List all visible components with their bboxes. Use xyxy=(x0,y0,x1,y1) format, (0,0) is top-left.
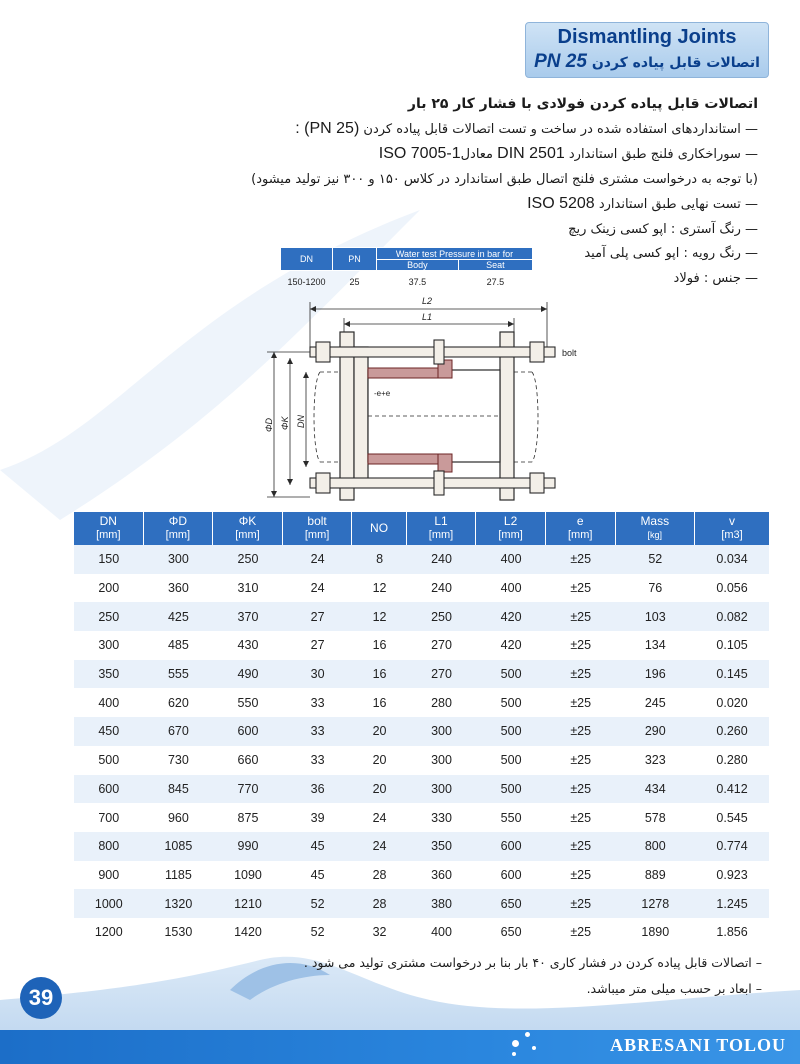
table-row xyxy=(74,918,769,947)
table-cell: 36 xyxy=(283,775,353,804)
table-cell: 1.245 xyxy=(695,889,769,918)
table-cell: 28 xyxy=(352,861,406,890)
table-cell: 400 xyxy=(74,688,144,717)
dismantling-joint-drawing xyxy=(262,292,592,504)
table-cell: 76 xyxy=(616,574,696,603)
table-cell: 1200 xyxy=(74,918,144,947)
table-cell: 45 xyxy=(283,861,353,890)
table-cell: 1210 xyxy=(213,889,283,918)
header-phi-d: ΦD [mm] xyxy=(144,512,214,545)
drawing-label-d: ΦD xyxy=(264,417,274,432)
table-cell: 270 xyxy=(407,631,477,660)
table-cell: 650 xyxy=(476,889,546,918)
table-cell: 45 xyxy=(283,832,353,861)
table-row xyxy=(74,803,769,832)
table-cell: 370 xyxy=(213,602,283,631)
spec-cell-pn: 25 xyxy=(349,276,360,287)
table-cell: 300 xyxy=(407,717,477,746)
spec-header-water: Water test Pressure in bar for xyxy=(377,248,533,260)
table-cell: 300 xyxy=(407,775,477,804)
table-cell: 24 xyxy=(283,574,353,603)
table-cell: 280 xyxy=(407,688,477,717)
header-l2: L2 [mm] xyxy=(476,512,546,545)
table-cell: 889 xyxy=(616,861,696,890)
table-cell: 250 xyxy=(74,602,144,631)
table-cell: 16 xyxy=(352,688,406,717)
table-cell: 39 xyxy=(283,803,353,832)
table-cell: 16 xyxy=(352,631,406,660)
description-line: — جنس : فولاد xyxy=(673,270,758,286)
drawing-label-l1: L1 xyxy=(422,312,433,322)
table-cell: ±25 xyxy=(546,660,616,689)
table-cell: 485 xyxy=(144,631,214,660)
table-cell: 12 xyxy=(352,574,406,603)
table-cell: ±25 xyxy=(546,803,616,832)
table-cell: ±25 xyxy=(546,918,616,947)
table-cell: 150 xyxy=(74,545,144,574)
table-cell: 250 xyxy=(407,602,477,631)
table-cell: 245 xyxy=(616,688,696,717)
table-cell: 490 xyxy=(213,660,283,689)
table-cell: 0.280 xyxy=(695,746,769,775)
table-cell: 500 xyxy=(74,746,144,775)
table-cell: 425 xyxy=(144,602,214,631)
table-cell: 845 xyxy=(144,775,214,804)
table-cell: 420 xyxy=(476,602,546,631)
table-cell: 1090 xyxy=(213,861,283,890)
table-cell: 300 xyxy=(407,746,477,775)
note-item: – ابعاد بر حسب میلی متر میباشد. xyxy=(586,981,762,996)
title-persian-text: اتصالات قابل پیاده کردن xyxy=(591,55,760,71)
spec-cell-body: 37.5 xyxy=(408,276,427,287)
table-cell: 0.923 xyxy=(695,861,769,890)
description-heading: اتصالات قابل پیاده کردن فولادی با فشار کار ۲۵ بار xyxy=(407,96,758,112)
header-no: NO xyxy=(352,512,406,545)
table-cell: 450 xyxy=(74,717,144,746)
table-cell: 1278 xyxy=(616,889,696,918)
table-cell: 0.774 xyxy=(695,832,769,861)
table-cell: 0.020 xyxy=(695,688,769,717)
table-cell: 240 xyxy=(407,574,477,603)
description-line: — رنگ رویه : اپو کسی پلی آمید xyxy=(584,246,758,261)
table-cell: 875 xyxy=(213,803,283,832)
table-row xyxy=(74,717,769,746)
table-cell: 20 xyxy=(352,775,406,804)
table-cell: 578 xyxy=(616,803,696,832)
notes-block xyxy=(202,950,762,1002)
table-cell: 1085 xyxy=(144,832,214,861)
title-box xyxy=(525,22,769,78)
table-cell: 500 xyxy=(476,688,546,717)
header-l1: L1 [mm] xyxy=(407,512,477,545)
table-cell: 360 xyxy=(144,574,214,603)
table-row xyxy=(74,602,769,631)
table-cell: 600 xyxy=(74,775,144,804)
table-cell: 310 xyxy=(213,574,283,603)
table-cell: 1890 xyxy=(616,918,696,947)
description-line: — سوراخکاری فلنج طبق استاندارد DIN 2501 معادلISO 7005-1 xyxy=(378,145,758,162)
title-persian xyxy=(526,49,768,73)
table-cell: 660 xyxy=(213,746,283,775)
table-cell: 0.105 xyxy=(695,631,769,660)
table-cell: 670 xyxy=(144,717,214,746)
header-e: e [mm] xyxy=(546,512,616,545)
table-cell: ±25 xyxy=(546,717,616,746)
table-cell: 430 xyxy=(213,631,283,660)
table-cell: 8 xyxy=(352,545,406,574)
table-cell: 300 xyxy=(144,545,214,574)
note-item: – اتصالات قابل پیاده کردن در فشار کاری ۴۰ بار بنا بر درخواست مشتری تولید می شود . xyxy=(303,955,762,970)
table-cell: 420 xyxy=(476,631,546,660)
table-cell: 620 xyxy=(144,688,214,717)
title-pn: PN 25 xyxy=(534,51,587,72)
header-bolt: bolt [mm] xyxy=(283,512,353,545)
table-cell: 24 xyxy=(352,803,406,832)
table-cell: 103 xyxy=(616,602,696,631)
table-row xyxy=(74,574,769,603)
table-row xyxy=(74,832,769,861)
table-cell: 52 xyxy=(283,889,353,918)
table-row xyxy=(74,861,769,890)
table-cell: ±25 xyxy=(546,889,616,918)
table-row xyxy=(74,889,769,918)
table-row xyxy=(74,746,769,775)
table-cell: 730 xyxy=(144,746,214,775)
table-cell: 500 xyxy=(476,746,546,775)
table-cell: 240 xyxy=(407,545,477,574)
brand-name: ABRESANI TOLOU xyxy=(610,1035,786,1055)
table-cell: 12 xyxy=(352,602,406,631)
spec-cell-dn: 150-1200 xyxy=(287,276,326,287)
drawing-label-bolt: bolt xyxy=(562,348,577,358)
table-cell: 500 xyxy=(476,775,546,804)
table-cell: 24 xyxy=(352,832,406,861)
pressure-spec-table xyxy=(280,247,533,293)
table-cell: 270 xyxy=(407,660,477,689)
dimensions-header-row xyxy=(74,512,769,545)
table-cell: 600 xyxy=(476,861,546,890)
table-cell: 0.145 xyxy=(695,660,769,689)
table-cell: 330 xyxy=(407,803,477,832)
table-cell: 134 xyxy=(616,631,696,660)
table-cell: 700 xyxy=(74,803,144,832)
table-cell: 1420 xyxy=(213,918,283,947)
table-cell: 0.412 xyxy=(695,775,769,804)
spec-row xyxy=(281,271,533,293)
table-cell: 200 xyxy=(74,574,144,603)
table-cell: 1320 xyxy=(144,889,214,918)
description-line: (با توجه به درخواست مشتری فلنج اتصال طبق استاندارد در کلاس ۱۵۰ و ۳۰۰ نیز تولید میشود) xyxy=(251,171,758,187)
table-cell: 27 xyxy=(283,602,353,631)
decorative-dot xyxy=(525,1032,530,1037)
table-cell: ±25 xyxy=(546,746,616,775)
table-row xyxy=(74,660,769,689)
table-cell: 33 xyxy=(283,717,353,746)
table-cell: 770 xyxy=(213,775,283,804)
table-cell: 20 xyxy=(352,746,406,775)
table-cell: ±25 xyxy=(546,545,616,574)
table-cell: 33 xyxy=(283,688,353,717)
spec-cell-seat: 27.5 xyxy=(486,276,505,287)
spec-header-pn: PN xyxy=(333,248,377,271)
dimensions-table-body xyxy=(74,545,769,947)
drawing-label-k: ΦK xyxy=(280,416,290,430)
table-cell: 400 xyxy=(476,574,546,603)
table-cell: 434 xyxy=(616,775,696,804)
table-cell: 650 xyxy=(476,918,546,947)
table-cell: 196 xyxy=(616,660,696,689)
table-cell: 550 xyxy=(476,803,546,832)
description-line: — رنگ آستری : اپو کسی زینک ریچ xyxy=(568,221,758,237)
table-cell: 550 xyxy=(213,688,283,717)
table-cell: 500 xyxy=(476,717,546,746)
title-english: Dismantling Joints xyxy=(557,26,737,48)
table-cell: 0.034 xyxy=(695,545,769,574)
dimensions-table xyxy=(74,512,769,947)
table-cell: 300 xyxy=(74,631,144,660)
table-cell: 0.260 xyxy=(695,717,769,746)
table-cell: 500 xyxy=(476,660,546,689)
page-number: 39 xyxy=(20,977,62,1019)
table-cell: 555 xyxy=(144,660,214,689)
table-cell: 28 xyxy=(352,889,406,918)
table-cell: 0.056 xyxy=(695,574,769,603)
header-phi-k: ΦK [mm] xyxy=(213,512,283,545)
table-cell: 800 xyxy=(616,832,696,861)
decorative-dot xyxy=(512,1040,519,1047)
table-row xyxy=(74,631,769,660)
table-cell: 32 xyxy=(352,918,406,947)
spec-header-body: Body xyxy=(377,260,459,271)
table-cell: ±25 xyxy=(546,574,616,603)
description-line: — استانداردهای استفاده شده در ساخت و تست اتصالات قابل پیاده کردن (PN 25) : xyxy=(295,119,758,137)
drawing-label-e: -e+e xyxy=(374,389,391,398)
header-dn: DN [mm] xyxy=(74,512,144,545)
table-cell: 20 xyxy=(352,717,406,746)
table-cell: ±25 xyxy=(546,775,616,804)
table-cell: 350 xyxy=(407,832,477,861)
table-row xyxy=(74,775,769,804)
table-cell: ±25 xyxy=(546,861,616,890)
table-cell: 0.082 xyxy=(695,602,769,631)
table-cell: 900 xyxy=(74,861,144,890)
spec-header-seat: Seat xyxy=(458,260,532,271)
drawing-label-l2: L2 xyxy=(422,296,433,306)
table-cell: 990 xyxy=(213,832,283,861)
table-cell: ±25 xyxy=(546,631,616,660)
table-cell: 400 xyxy=(476,545,546,574)
table-cell: 27 xyxy=(283,631,353,660)
spec-header-dn: DN xyxy=(281,248,333,271)
table-cell: 24 xyxy=(283,545,353,574)
table-cell: 360 xyxy=(407,861,477,890)
description-line: — تست نهایی طبق استاندارد ISO 5208 xyxy=(527,195,758,212)
table-cell: 1000 xyxy=(74,889,144,918)
table-cell: 323 xyxy=(616,746,696,775)
table-cell: 380 xyxy=(407,889,477,918)
table-cell: 250 xyxy=(213,545,283,574)
header-volume: v [m3] xyxy=(695,512,769,545)
table-cell: 52 xyxy=(616,545,696,574)
header-mass: Mass [kg] xyxy=(616,512,696,545)
table-cell: 600 xyxy=(476,832,546,861)
table-cell: 0.545 xyxy=(695,803,769,832)
table-row xyxy=(74,688,769,717)
table-cell: ±25 xyxy=(546,688,616,717)
table-cell: 350 xyxy=(74,660,144,689)
table-cell: 800 xyxy=(74,832,144,861)
table-cell: 1.856 xyxy=(695,918,769,947)
table-cell: 960 xyxy=(144,803,214,832)
drawing-label-dn: DN xyxy=(296,415,306,428)
table-cell: 1530 xyxy=(144,918,214,947)
table-row xyxy=(74,545,769,574)
table-cell: 16 xyxy=(352,660,406,689)
decorative-dot xyxy=(532,1046,536,1050)
table-cell: 600 xyxy=(213,717,283,746)
table-cell: 1185 xyxy=(144,861,214,890)
table-cell: ±25 xyxy=(546,602,616,631)
table-cell: 400 xyxy=(407,918,477,947)
table-cell: 33 xyxy=(283,746,353,775)
table-cell: 290 xyxy=(616,717,696,746)
table-cell: ±25 xyxy=(546,832,616,861)
decorative-dot xyxy=(512,1052,516,1056)
table-cell: 30 xyxy=(283,660,353,689)
table-cell: 52 xyxy=(283,918,353,947)
